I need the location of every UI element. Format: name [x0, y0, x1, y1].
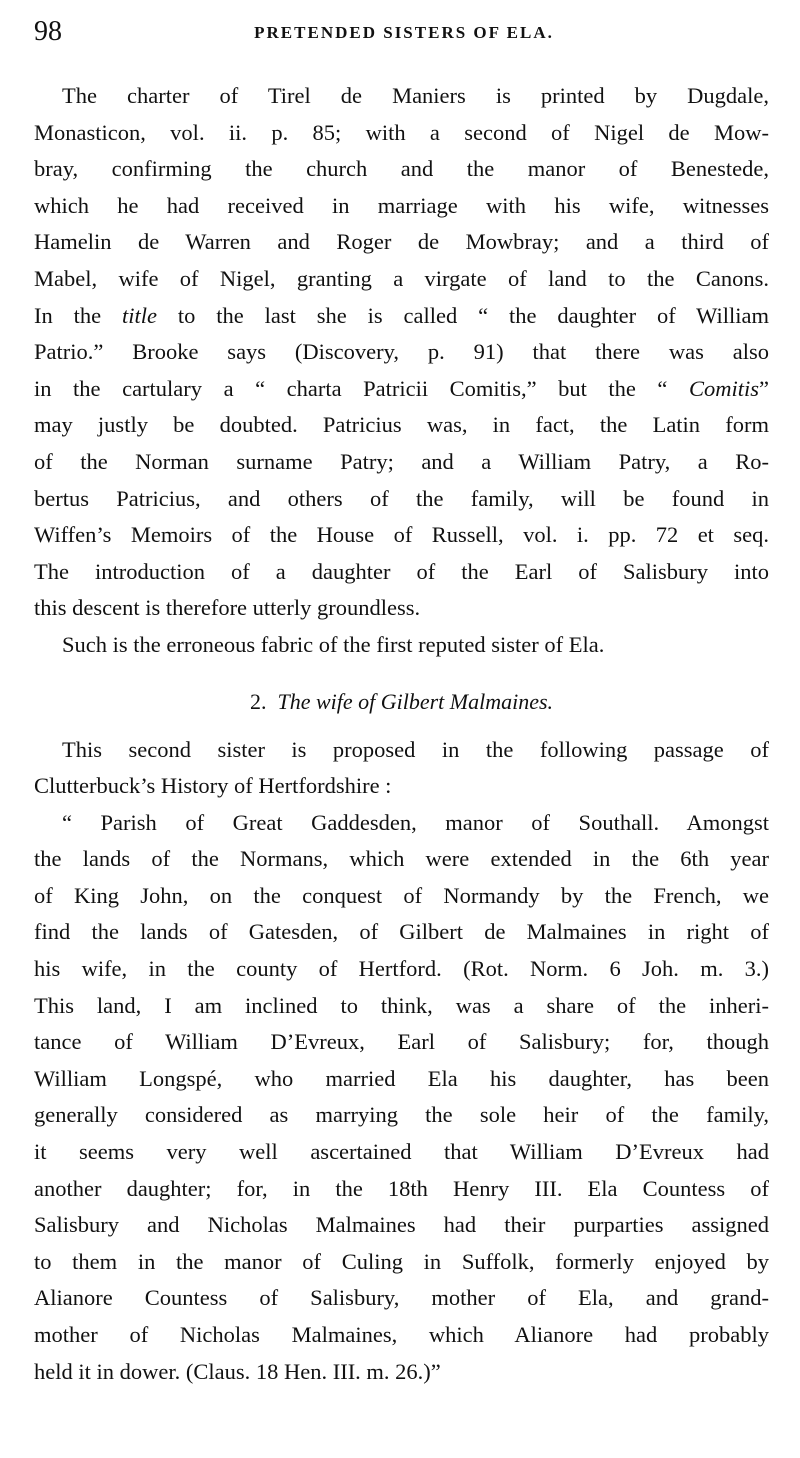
text-line: Wiffen’s Memoirs of the House of Russell, vol. i. pp. 72 et seq. [34, 522, 769, 548]
quote-line: Salisbury and Nicholas Malmaines had their purparties assigned [34, 1212, 769, 1238]
text-line: in the cartulary a “ charta Patricii Comitis,” but the “ Comitis” [34, 375, 769, 401]
italic-word: Comitis [688, 375, 759, 401]
text-line: Hamelin de Warren and Roger de Mowbray; and a third of [34, 229, 769, 255]
page-header [34, 14, 774, 54]
quote-line: of King John, on the conquest of Normandy by the French, we [34, 882, 769, 908]
body-text [34, 78, 769, 1390]
quote-line: generally considered as marrying the sole heir of the family, [34, 1102, 769, 1128]
quote-line: “ Parish of Great Gaddesden, manor of Southall. Amongst [62, 809, 769, 835]
quote-line: mother of Nicholas Malmaines, which Alianore had probably [34, 1322, 769, 1347]
quote-line: Alianore Countess of Salisbury, mother of Ela, and grand- [34, 1285, 769, 1311]
quote-line: tance of William D’Evreux, Earl of Salisbury; for, though [34, 1029, 769, 1055]
text-line: Clutterbuck’s History of Hertfordshire : [34, 773, 392, 799]
page-number: 98 [34, 16, 62, 47]
text-line: which he had received in marriage with his wife, witnesses [34, 192, 769, 218]
quote-line: it seems very well ascertained that William D’Evreux had [34, 1139, 769, 1165]
running-head: PRETENDED SISTERS OF ELA. [254, 23, 554, 42]
section-number: 2. [249, 688, 267, 714]
text-line: The charter of Tirel de Maniers is printed by Dugdale, [62, 83, 769, 108]
text-line: In the title to the last she is called “ the daughter of William [34, 302, 769, 328]
text-line: bertus Patricius, and others of the family, will be found in [34, 485, 769, 511]
italic-word: title [122, 302, 157, 328]
quote-line: find the lands of Gatesden, of Gilbert de Malmaines in right of [34, 919, 769, 945]
text-line: Such is the erroneous fabric of the first reputed sister of Ela. [62, 631, 605, 657]
text-line: this descent is therefore utterly groundless. [34, 595, 421, 621]
text-line: Monasticon, vol. ii. p. 85; with a second of Nigel de Mow- [34, 119, 769, 145]
spacer [34, 664, 769, 682]
section-title: The wife of Gilbert Malmaines. [277, 688, 554, 714]
text-line: This second sister is proposed in the following passage of [62, 736, 769, 762]
text-line: bray, confirming the church and the manor of Benestede, [34, 156, 769, 182]
text-line: Patrio.” Brooke says (Discovery, p. 91) that there was also [34, 339, 769, 365]
quote-line: his wife, in the county of Hertford. (Rot. Norm. 6 Joh. m. 3.) [34, 956, 769, 982]
text-line: may justly be doubted. Patricius was, in fact, the Latin form [34, 412, 769, 438]
spacer [34, 722, 769, 732]
quote-line: held it in dower. (Claus. 18 Hen. III. m. 26.)” [34, 1358, 441, 1384]
quote-line: to them in the manor of Culing in Suffolk, formerly enjoyed by [34, 1248, 769, 1274]
section-heading [34, 682, 769, 722]
quote-line: another daughter; for, in the 18th Henry III. Ela Countess of [34, 1175, 769, 1201]
text-line: Mabel, wife of Nigel, granting a virgate of land to the Canons. [34, 265, 769, 291]
quote-line: This land, I am inclined to think, was a share of the inheri- [34, 992, 769, 1018]
text-line: The introduction of a daughter of the Earl of Salisbury into [34, 558, 769, 584]
quote-line: William Longspé, who married Ela his daughter, has been [34, 1065, 769, 1091]
text-line: of the Norman surname Patry; and a William Patry, a Ro- [34, 448, 769, 474]
quote-line: the lands of the Normans, which were extended in the 6th year [34, 846, 769, 872]
